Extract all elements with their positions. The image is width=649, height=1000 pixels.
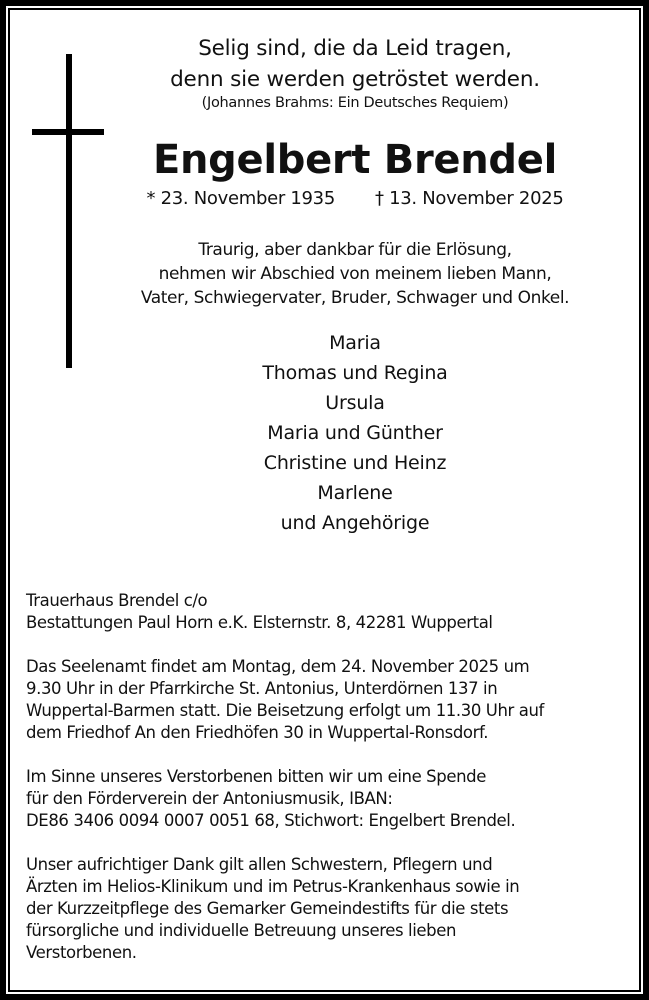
donation-iban-line: DE86 3406 0094 0007 0051 68, Stichwort: Engelbert Brendel. [26,811,516,830]
service-line: 9.30 Uhr in der Pfarrkirche St. Antonius, Unterdörnen 137 in [26,679,498,698]
donation-line: Im Sinne unseres Verstorbenen bitten wir um eine Spende [26,767,486,786]
mourner: Maria und Günther [267,422,443,444]
mourner: und Angehörige [280,512,430,534]
bible-quote [110,33,600,95]
thanks-line: Ärzten im Helios-Klinikum und im Petrus-Krankenhaus sowie in [26,877,520,896]
death-date: † 13. November 2025 [375,188,564,209]
address-line: Bestattungen Paul Horn e.K. Elsternstr. 8, 42281 Wuppertal [26,613,493,632]
farewell-text [110,238,600,310]
mourning-house-address [26,590,626,634]
service-line: dem Friedhof An den Friedhöfen 30 in Wuppertal-Ronsdorf. [26,723,489,742]
thanks-line: Verstorbenen. [26,943,137,962]
mourners-list [110,328,600,538]
deceased-name: Engelbert Brendel [152,137,557,183]
farewell-line: Traurig, aber dankbar für die Erlösung, [198,240,512,260]
service-line: Wuppertal-Barmen statt. Die Beisetzung erfolgt um 11.30 Uhr auf [26,701,544,720]
mourner: Marlene [317,482,393,504]
cross-vertical-bar [66,54,72,368]
life-dates [110,186,600,212]
quote-line: Selig sind, die da Leid tragen, [198,36,512,61]
mourner: Ursula [325,392,385,414]
farewell-line: Vater, Schwiegervater, Bruder, Schwager und Onkel. [140,288,570,308]
service-line: Das Seelenamt findet am Montag, dem 24. November 2025 um [26,657,530,676]
thanks-line: der Kurzzeitpflege des Gemarker Gemeindestifts für die stets [26,899,509,918]
mourner: Thomas und Regina [262,362,448,384]
thanks-line: fürsorgliche und individuelle Betreuung unseres lieben [26,921,457,940]
address-line: Trauerhaus Brendel c/o [26,591,208,610]
birth-date: * 23. November 1935 [146,188,335,209]
quote-line: denn sie werden getröstet werden. [170,67,540,92]
service-details [26,656,626,744]
mourner: Christine und Heinz [263,452,447,474]
cross-horizontal-bar [32,129,104,135]
thanks-line: Unser aufrichtiger Dank gilt allen Schwestern, Pflegern und [26,855,493,874]
donation-request [26,766,626,832]
acknowledgement [26,854,626,964]
donation-line: für den Förderverein der Antoniusmusik, IBAN: [26,789,393,808]
farewell-line: nehmen wir Abschied von meinem lieben Mann, [158,264,552,284]
quote-source: (Johannes Brahms: Ein Deutsches Requiem) [201,95,509,111]
mourner: Maria [329,332,381,354]
